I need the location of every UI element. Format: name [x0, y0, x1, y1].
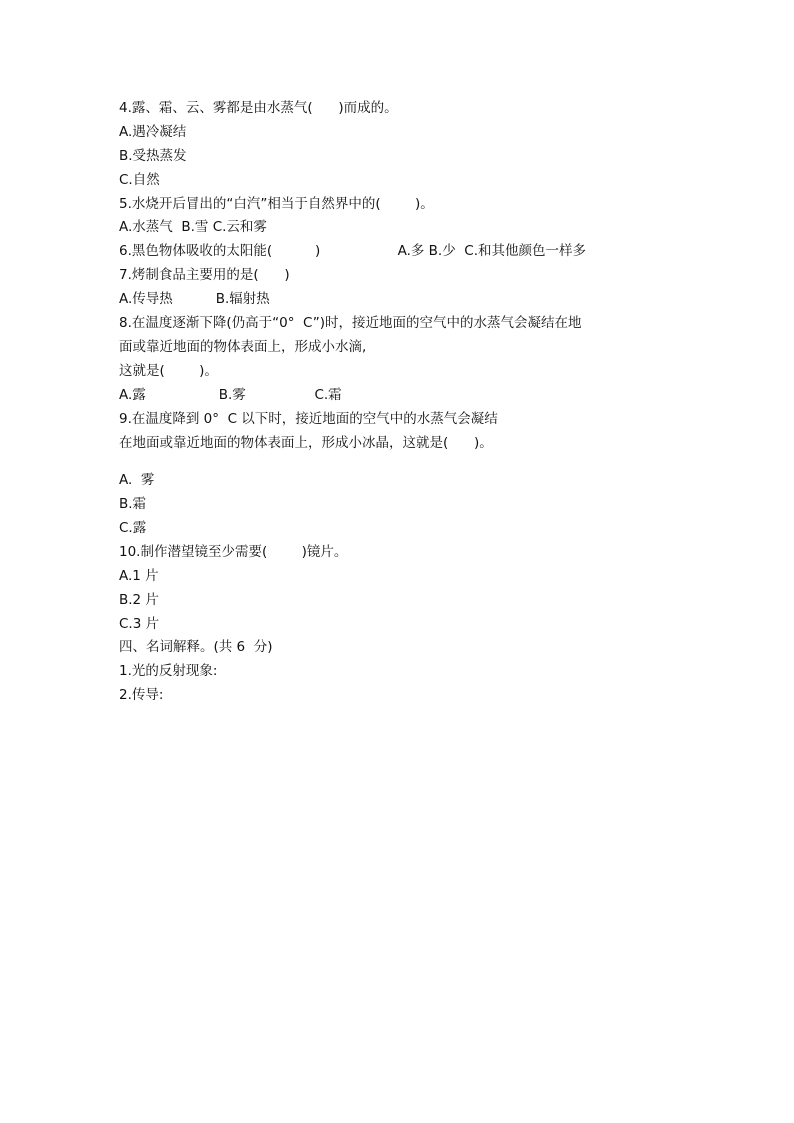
- question-7-options: A.传导热 B.辐射热: [119, 291, 270, 307]
- question-9-option-c: C.露: [119, 520, 147, 536]
- question-9-stem-line-1: 9.在温度降到 0° C 以下时，接近地面的空气中的水蒸气会凝结: [119, 411, 498, 427]
- question-9-option-b: B.霜: [119, 496, 147, 512]
- question-10-option-c: C.3 片: [119, 616, 160, 632]
- question-7-stem: 7.烤制食品主要用的是( ): [119, 267, 290, 283]
- section-4-heading: 四、名词解释。(共 6 分): [119, 639, 273, 655]
- question-4-option-c: C.自然: [119, 172, 160, 188]
- question-8-stem-line-1: 8.在温度逐渐下降(仍高于“0° C”)时，接近地面的空气中的水蒸气会凝结在地: [119, 315, 582, 331]
- question-9-stem-line-2: 在地面或靠近地面的物体表面上，形成小冰晶，这就是( )。: [119, 435, 493, 451]
- question-6-stem: 6.黑色物体吸收的太阳能( ) A.多 B.少 C.和其他颜色一样多: [119, 243, 587, 259]
- question-8-stem-line-3: 这就是( )。: [119, 363, 218, 379]
- question-8-options: A.露 B.雾 C.霜: [119, 387, 342, 403]
- question-5-stem: 5.水烧开后冒出的“白汽”相当于自然界中的( )。: [119, 196, 434, 212]
- question-10-stem: 10.制作潜望镜至少需要( )镜片。: [119, 544, 348, 560]
- term-1: 1.光的反射现象:: [119, 663, 218, 679]
- question-10-option-b: B.2 片: [119, 592, 159, 608]
- question-4-option-a: A.遇冷凝结: [119, 124, 187, 140]
- question-5-options: A.水蒸气 B.雪 C.云和雾: [119, 219, 267, 235]
- question-10-option-a: A.1 片: [119, 568, 159, 584]
- question-4-stem: 4.露、霜、云、雾都是由水蒸气( )而成的。: [119, 100, 398, 116]
- question-4-option-b: B.受热蒸发: [119, 148, 187, 164]
- question-9-option-a: A. 雾: [119, 472, 155, 488]
- term-2: 2.传导:: [119, 687, 164, 703]
- question-8-stem-line-2: 面或靠近地面的物体表面上，形成小水滴,: [119, 339, 367, 355]
